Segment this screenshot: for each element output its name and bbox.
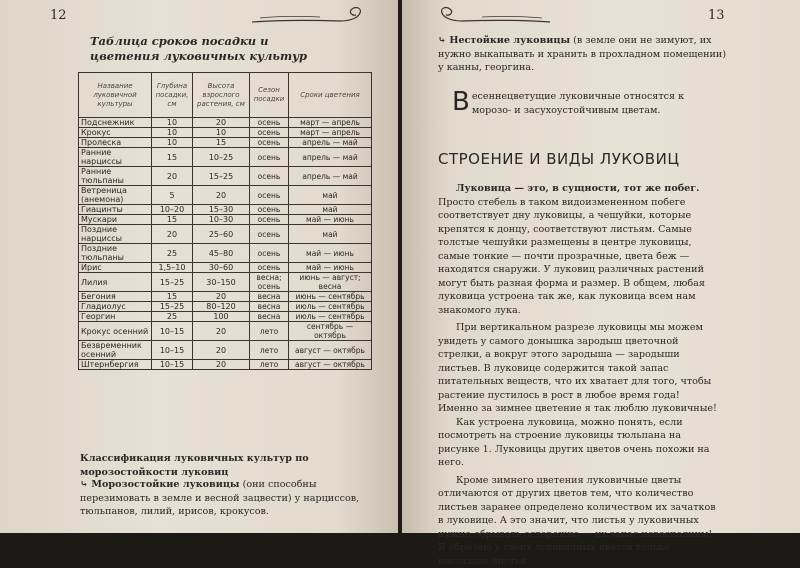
cell-name: Гиацинты — [79, 205, 152, 215]
table-row — [79, 322, 372, 341]
cell-season: осень — [250, 186, 289, 205]
cell-season: лето — [250, 322, 289, 341]
cell-season: лето — [250, 360, 289, 370]
cell-season: весна; осень — [250, 273, 289, 292]
cell-season: весна — [250, 312, 289, 322]
cell-depth: 5 — [152, 186, 193, 205]
section-heading: СТРОЕНИЕ И ВИДЫ ЛУКОВИЦ — [438, 150, 679, 168]
cell-name: Ранние нарциссы — [79, 148, 152, 167]
cell-bloom: июль — сентябрь — [289, 312, 372, 322]
cell-bloom: май — июнь — [289, 215, 372, 225]
cell-bloom: апрель — май — [289, 167, 372, 186]
cell-height: 25–60 — [193, 225, 250, 244]
cell-bloom: май — [289, 205, 372, 215]
table-row — [79, 273, 372, 292]
cell-depth: 15 — [152, 292, 193, 302]
cell-height: 15 — [193, 138, 250, 148]
cell-depth: 10 — [152, 128, 193, 138]
cell-name: Георгин — [79, 312, 152, 322]
cell-name: Лилия — [79, 273, 152, 292]
table-row — [79, 341, 372, 360]
frost-paragraph — [80, 478, 380, 519]
cell-depth: 10–20 — [152, 205, 193, 215]
cell-bloom: март — апрель — [289, 118, 372, 128]
table-title: Таблица сроков посадки и цветения луковичных культур — [90, 34, 340, 64]
cell-height: 45–80 — [193, 244, 250, 263]
cell-height: 10 — [193, 128, 250, 138]
cell-depth: 10 — [152, 118, 193, 128]
cell-name: Крокус осенний — [79, 322, 152, 341]
cell-bloom: апрель — май — [289, 138, 372, 148]
arrow-bullet-icon: ⤷ — [80, 479, 91, 490]
paragraph-1 — [438, 182, 720, 317]
cell-bloom: июнь — август; весна — [289, 273, 372, 292]
cell-season: осень — [250, 205, 289, 215]
paragraph-3: Как устроена луковица, можно понять, если посмотреть на строение луковицы тюльпана на рисунке 1. Луковицы других цветов очень похожи на него. — [438, 416, 720, 470]
cell-season: лето — [250, 341, 289, 360]
cell-season: осень — [250, 118, 289, 128]
table-row — [79, 360, 372, 370]
cell-height: 15–30 — [193, 205, 250, 215]
classification-heading: Классификация луковичных культур по морозостойкости луковиц — [80, 452, 380, 479]
right-page — [402, 0, 800, 533]
planting-table — [78, 72, 372, 370]
cell-season: весна — [250, 292, 289, 302]
cell-bloom: май — июнь — [289, 263, 372, 273]
cell-season: осень — [250, 263, 289, 273]
cell-season: осень — [250, 138, 289, 148]
cell-name: Гладиолус — [79, 302, 152, 312]
cell-bloom: июль — сентябрь — [289, 302, 372, 312]
table-row — [79, 205, 372, 215]
cell-name: Ирис — [79, 263, 152, 273]
cell-height: 20 — [193, 186, 250, 205]
unstable-text: (в земле они не зимуют, их нужно выкапывать и хранить в прохладном помещении) у канны, георгина. — [438, 35, 726, 73]
cell-bloom: июнь — сентябрь — [289, 292, 372, 302]
arrow-bullet-icon: ⤷ — [438, 35, 449, 46]
cell-height: 20 — [193, 118, 250, 128]
cell-height: 10–30 — [193, 215, 250, 225]
note-block — [452, 90, 722, 117]
cell-depth: 15–25 — [152, 273, 193, 292]
table-row — [79, 244, 372, 263]
table-row — [79, 148, 372, 167]
cell-name: Безвременник осенний — [79, 341, 152, 360]
cell-height: 10–25 — [193, 148, 250, 167]
cell-height: 30–60 — [193, 263, 250, 273]
cell-name: Штернбергия — [79, 360, 152, 370]
table-row — [79, 225, 372, 244]
cell-name: Поздние тюльпаны — [79, 244, 152, 263]
p1-text: Просто стебель в таком видоизмененном побеге соответствует дну луковицы, а чешуйки, которые крепятся к донцу, соответствуют листьям. Самые толстые чешуйки размещены в центре луковицы, самые тонкие — почти прозрачные, цвета беж — находятся снаружи. У луковиц различных растений могут быть разная форма и размер. В общем, любая луковица устроена так же, как луковица всем нам знакомого лука. — [438, 197, 705, 316]
table-row — [79, 138, 372, 148]
cell-bloom: май — июнь — [289, 244, 372, 263]
cell-name: Ветреница (анемона) — [79, 186, 152, 205]
table-row — [79, 302, 372, 312]
cell-season: осень — [250, 128, 289, 138]
cell-bloom: сентябрь — октябрь — [289, 322, 372, 341]
cell-depth: 10 — [152, 138, 193, 148]
p1-term: Луковица — это, в сущности, тот же побег. — [456, 183, 699, 194]
cell-depth: 15 — [152, 148, 193, 167]
cell-season: весна — [250, 302, 289, 312]
header-bloom: Сроки цветения — [289, 73, 372, 118]
cell-name: Крокус — [79, 128, 152, 138]
frost-text: (они способны перезимовать в земле и весной зацвести) у нарциссов, тюльпанов, лилий, ирисов, крокусов. — [80, 479, 359, 517]
cell-bloom: август — октябрь — [289, 360, 372, 370]
header-depth: Глубина посадки, см — [152, 73, 193, 118]
page-number: 12 — [50, 8, 67, 23]
frost-term: Морозостойкие луковицы — [91, 479, 239, 490]
cell-height: 100 — [193, 312, 250, 322]
body-text — [438, 182, 720, 568]
cell-season: осень — [250, 215, 289, 225]
ornament-icon — [250, 4, 370, 26]
table-row — [79, 263, 372, 273]
cell-bloom: апрель — май — [289, 148, 372, 167]
cell-season: осень — [250, 148, 289, 167]
table-row — [79, 186, 372, 205]
table-header-row — [79, 73, 372, 118]
cell-height: 20 — [193, 360, 250, 370]
cell-name: Поздние нарциссы — [79, 225, 152, 244]
table-row — [79, 215, 372, 225]
table-row — [79, 128, 372, 138]
page-number: 13 — [708, 8, 725, 23]
cell-height: 20 — [193, 322, 250, 341]
cell-season: осень — [250, 167, 289, 186]
cell-depth: 20 — [152, 167, 193, 186]
cell-height: 20 — [193, 292, 250, 302]
table-row — [79, 312, 372, 322]
cell-height: 30–150 — [193, 273, 250, 292]
cell-bloom: май — [289, 225, 372, 244]
cell-name: Мускари — [79, 215, 152, 225]
cell-depth: 25 — [152, 312, 193, 322]
cell-name: Ранние тюльпаны — [79, 167, 152, 186]
cell-depth: 15 — [152, 215, 193, 225]
cell-depth: 10–15 — [152, 341, 193, 360]
unstable-paragraph — [438, 34, 728, 75]
cell-bloom: март — апрель — [289, 128, 372, 138]
table-row — [79, 118, 372, 128]
cell-depth: 25 — [152, 244, 193, 263]
cell-depth: 15–25 — [152, 302, 193, 312]
cell-season: осень — [250, 244, 289, 263]
cell-depth: 20 — [152, 225, 193, 244]
header-height: Высота взрослого растения, см — [193, 73, 250, 118]
cell-name: Бегония — [79, 292, 152, 302]
table-row — [79, 292, 372, 302]
cell-depth: 10–15 — [152, 322, 193, 341]
cell-name: Подснежник — [79, 118, 152, 128]
header-name: Название луковичной культуры — [79, 73, 152, 118]
cell-depth: 1,5–10 — [152, 263, 193, 273]
cell-height: 20 — [193, 341, 250, 360]
paragraph-4: Кроме зимнего цветения луковичные цветы отличаются от других цветов тем, что количество листьев заранее определено количеством их зачатков в луковице. А это значит, что листья у луковичных нужно обрывать осторожно — их запас невосполним! Я обрезаю у своих луковичных цветов только высохшие листья. — [438, 474, 720, 568]
note-dropcap: В — [452, 90, 470, 114]
note-text: есеннецветущие луковичные относятся к морозо- и засухоустойчивым цветам. — [472, 91, 684, 116]
table-row — [79, 167, 372, 186]
ornament-icon — [432, 4, 552, 26]
cell-height: 80–120 — [193, 302, 250, 312]
unstable-term: Нестойкие луковицы — [449, 35, 570, 46]
cell-bloom: май — [289, 186, 372, 205]
cell-bloom: август — октябрь — [289, 341, 372, 360]
left-page — [0, 0, 398, 533]
paragraph-2: При вертикальном разрезе луковицы мы можем увидеть у самого донышка зародыш цветочной стрелки, а вокруг этого зародыша — зародыши листьев. В луковице содержится такой запас питательных веществ, что их хватает для того, чтобы растение пустилось в рост в любое время года! Именно за зимнее цветение я так люблю луковичные! — [438, 321, 720, 416]
header-season: Сезон посадки — [250, 73, 289, 118]
cell-season: осень — [250, 225, 289, 244]
cell-name: Пролеска — [79, 138, 152, 148]
cell-depth: 10–15 — [152, 360, 193, 370]
cell-height: 15–25 — [193, 167, 250, 186]
